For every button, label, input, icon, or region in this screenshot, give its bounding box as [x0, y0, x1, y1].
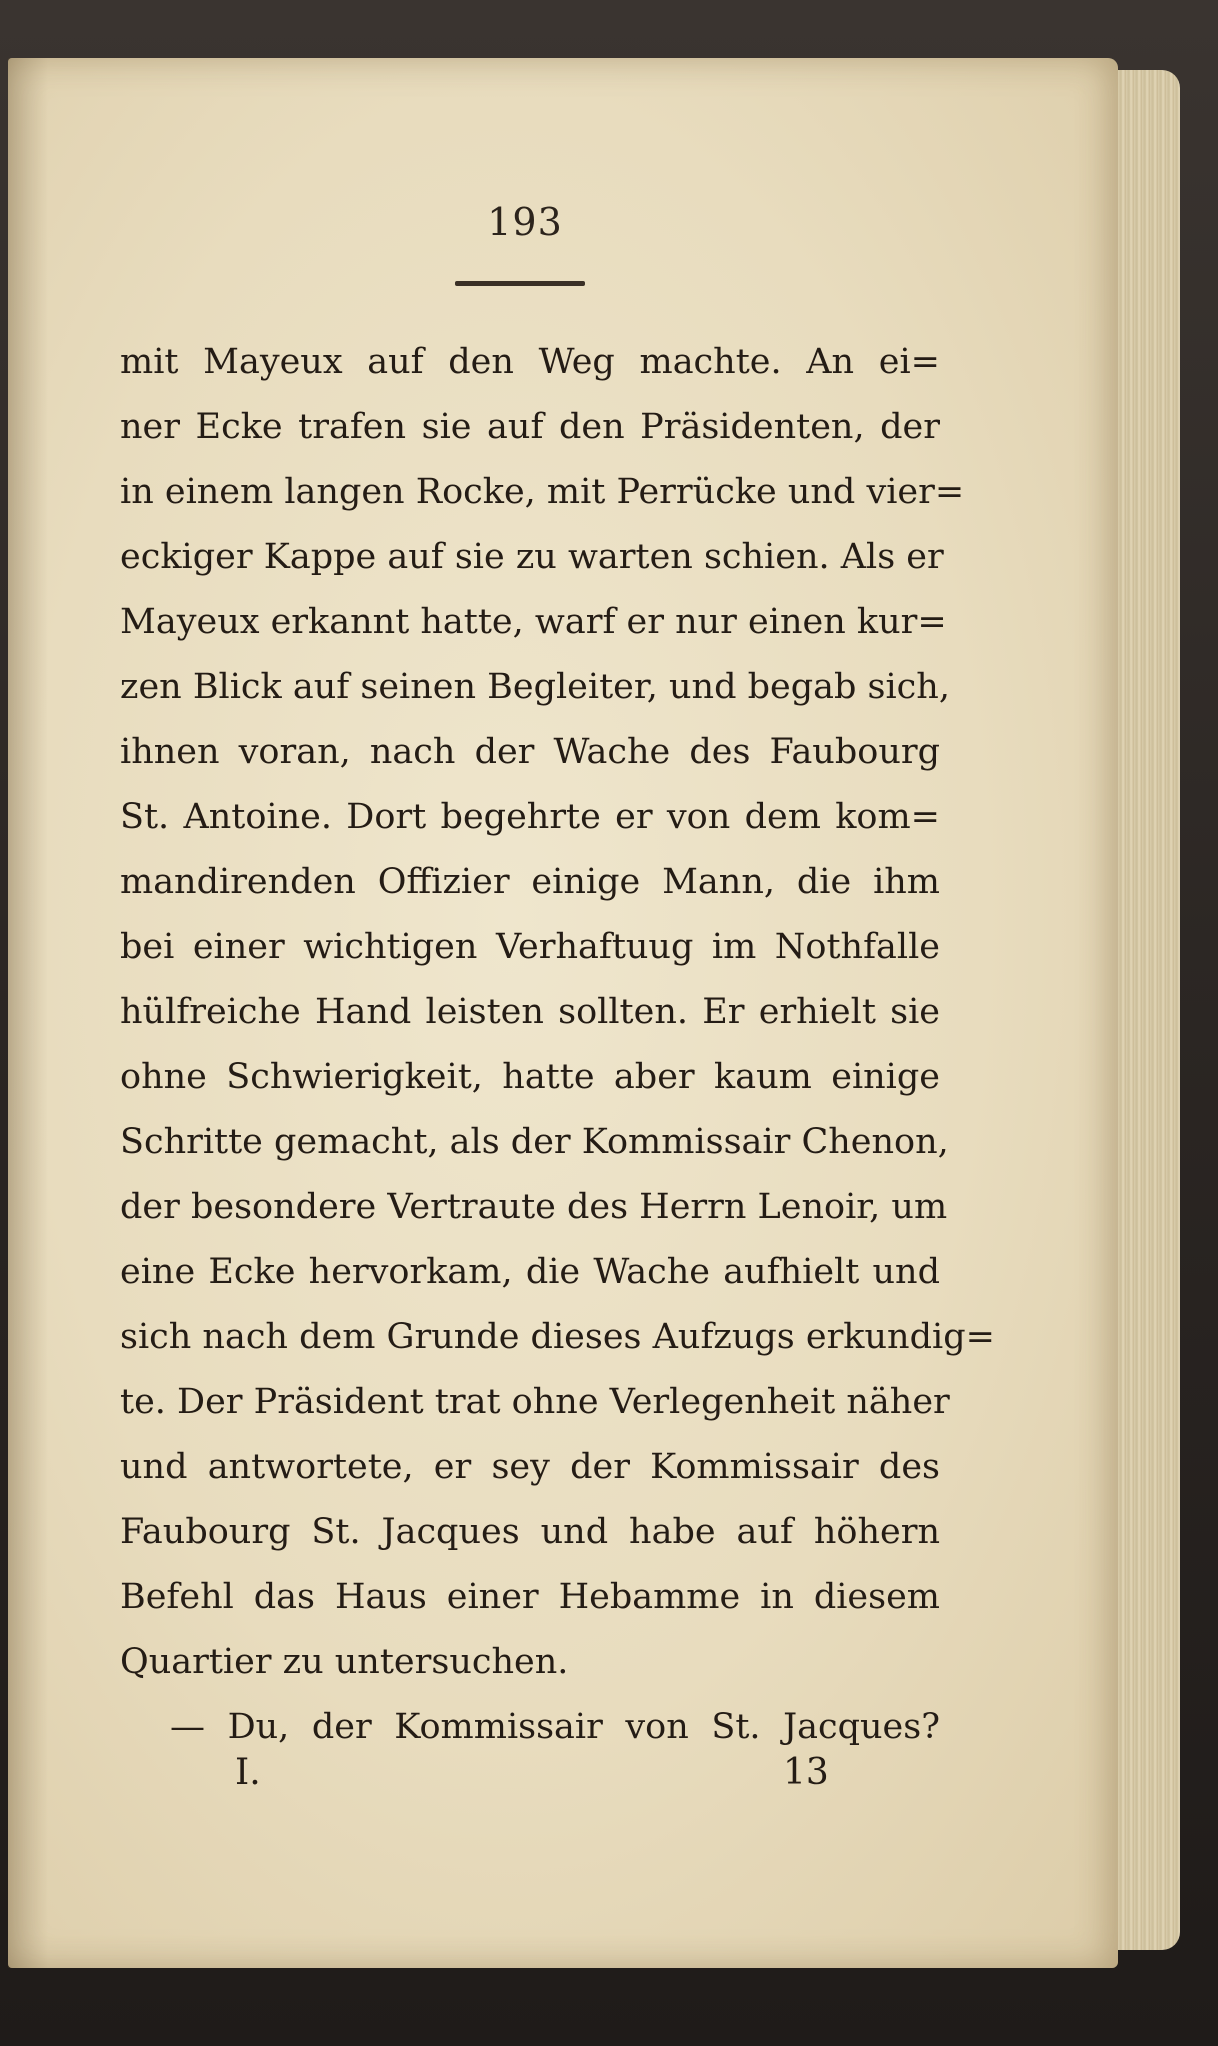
text-line: St. Antoine. Dort begehrte er von dem kom=	[120, 797, 940, 837]
text-line: Schritte gemacht, als der Kommissair Chenon,	[120, 1122, 949, 1162]
text-line: mandirenden Offizier einige Mann, die ihm	[120, 862, 940, 902]
text-line: in einem langen Rocke, mit Perrücke und vier=	[120, 472, 965, 512]
text-line: Befehl das Haus einer Hebamme in diesem	[120, 1577, 940, 1617]
text-line: bei einer wichtigen Verhaftuug im Nothfalle	[120, 927, 940, 967]
body-text	[120, 330, 995, 1760]
text-line: mit Mayeux auf den Weg machte. An ei=	[120, 342, 940, 382]
text-line: eckiger Kappe auf sie zu warten schien. Als er	[120, 537, 944, 577]
spine-shadow	[8, 58, 48, 1968]
text-line: und antwortete, er sey der Kommissair des	[120, 1447, 940, 1487]
text-line: — Du, der Kommissair von St. Jacques?	[170, 1707, 940, 1747]
text-line: hülfreiche Hand leisten sollten. Er erhielt sie	[120, 992, 940, 1032]
sheet-number: 13	[783, 1752, 829, 1793]
text-line: zen Blick auf seinen Begleiter, und begab sich,	[120, 667, 950, 707]
header-rule	[455, 281, 585, 286]
text-line: ohne Schwierigkeit, hatte aber kaum einige	[120, 1057, 940, 1097]
text-line: ner Ecke trafen sie auf den Präsidenten, der	[120, 407, 940, 447]
text-line: sich nach dem Grunde dieses Aufzugs erkundig=	[120, 1317, 995, 1357]
page-number: 193	[487, 200, 563, 244]
text-line: ihnen voran, nach der Wache des Faubourg	[120, 732, 940, 772]
text-line: der besondere Vertraute des Herrn Lenoir, um	[120, 1187, 948, 1227]
page-edges	[1118, 70, 1180, 1950]
text-line: Mayeux erkannt hatte, warf er nur einen kur=	[120, 602, 947, 642]
text-line: te. Der Präsident trat ohne Verlegenheit näher	[120, 1382, 950, 1422]
text-line: Quartier zu untersuchen.	[120, 1642, 569, 1682]
signature-mark: I.	[235, 1752, 261, 1793]
text-line: eine Ecke hervorkam, die Wache aufhielt und	[120, 1252, 940, 1292]
text-line: Faubourg St. Jacques und habe auf höhern	[120, 1512, 940, 1552]
